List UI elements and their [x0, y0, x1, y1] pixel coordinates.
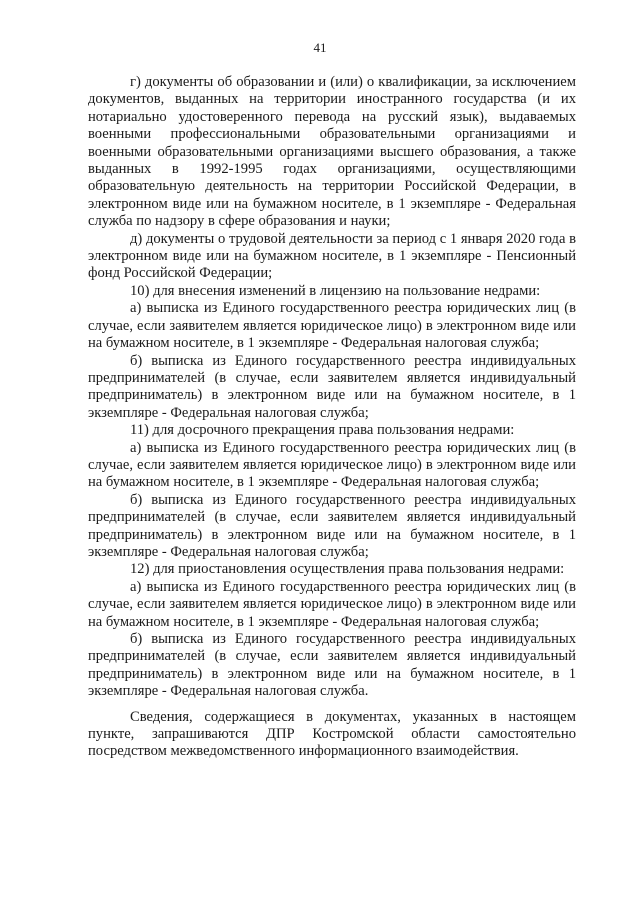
paragraph-10b-entrepreneurs-extract: б) выписка из Единого государственного реестра индивидуальных предпринимателей (в случае, если заявителем является индивидуальный предприниматель) в электронном виде или на бумажном носителе, в 1 экземпляре - Федеральная налоговая служба;: [88, 352, 576, 421]
paragraph-12a-legal-entities-extract: а) выписка из Единого государственного реестра юридических лиц (в случае, если заявителем является юридическое лицо) в электронном виде или на бумажном носителе, в 1 экземпляре - Федеральная налоговая служба;: [88, 578, 576, 630]
paragraph-g-education-documents: г) документы об образовании и (или) о квалификации, за исключением документов, выданных на территории иностранного государства (и их нотариально удостоверенного перевода на русский язык), выдаваемых военными профессиональными образовательными организациями и военными образовательными организациями высшего образования, а также выданных в 1992-1995 годах организациями, осуществляющими образовательную деятельность на территории Российской Федерации, в электронном виде или на бумажном носителе, в 1 экземпляре - Федеральная служба по надзору в сфере образования и науки;: [88, 74, 576, 230]
paragraph-12-suspension: 12) для приостановления осуществления права пользования недрами:: [130, 561, 565, 578]
paragraph-10-license-changes: 10) для внесения изменений в лицензию на пользование недрами:: [130, 282, 541, 299]
page-number: 41: [313, 40, 327, 55]
paragraph-d-labor-documents: д) документы о трудовой деятельности за период с 1 января 2020 года в электронном виде или на бумажном носителе, в 1 экземпляре - Пенсионный фонд Российской Федерации;: [88, 230, 576, 282]
paragraph-interagency-info: Сведения, содержащиеся в документах, указанных в настоящем пункте, запрашиваются ДПР Костромской области самостоятельно посредством межведомственного информационного взаимодействия.: [88, 708, 576, 760]
paragraph-11b-entrepreneurs-extract: б) выписка из Единого государственного реестра индивидуальных предпринимателей (в случае, если заявителем является индивидуальный предприниматель) в электронном виде или на бумажном носителе, в 1 экземпляре - Федеральная налоговая служба;: [88, 491, 576, 560]
paragraph-11a-legal-entities-extract: а) выписка из Единого государственного реестра юридических лиц (в случае, если заявителем является юридическое лицо) в электронном виде или на бумажном носителе, в 1 экземпляре - Федеральная налоговая служба;: [88, 439, 576, 491]
paragraph-10a-legal-entities-extract: а) выписка из Единого государственного реестра юридических лиц (в случае, если заявителем является юридическое лицо) в электронном виде или на бумажном носителе, в 1 экземпляре - Федеральная налоговая служба;: [88, 300, 576, 352]
document-body: [88, 74, 576, 761]
paragraph-11-early-termination: 11) для досрочного прекращения права пользования недрами:: [130, 422, 515, 439]
paragraph-12b-entrepreneurs-extract: б) выписка из Единого государственного реестра индивидуальных предпринимателей (в случае, если заявителем является индивидуальный предприниматель) в электронном виде или на бумажном носителе, в 1 экземпляре - Федеральная налоговая служба.: [88, 631, 576, 700]
